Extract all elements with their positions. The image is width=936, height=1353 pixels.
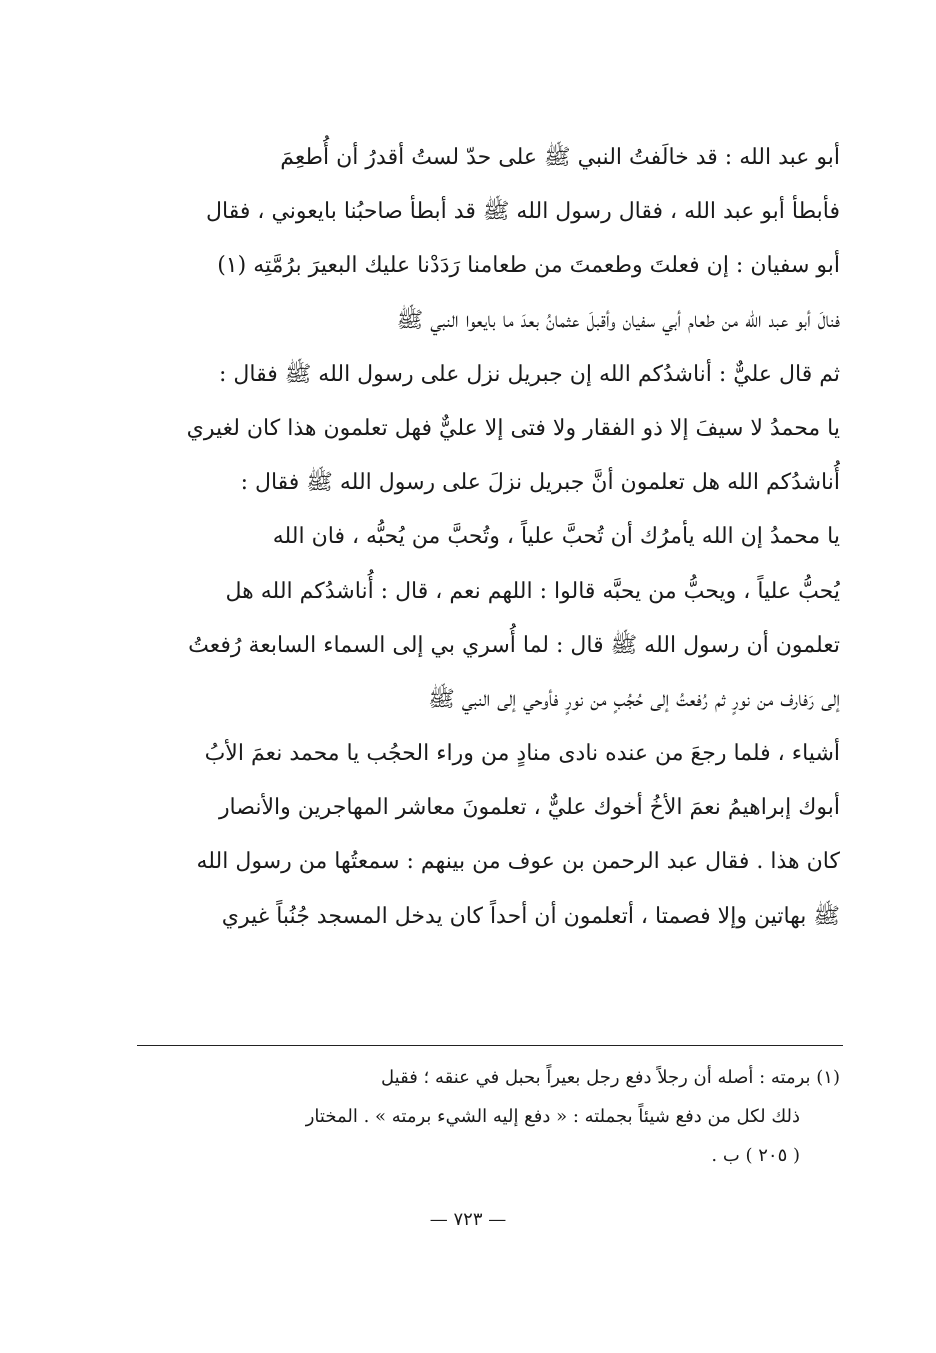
text-line: يا محمدُ لا سيفَ إلا ذو الفقار ولا فتى إلا عليٌّ فهل تعلمون هذا كان لغيري: [186, 415, 840, 441]
footnote: [120, 1058, 840, 1175]
footnote-line: ( ٢٠٥ ) ب .: [711, 1145, 800, 1166]
text-line: ﷺ بهاتين وإلا فصمتا ، أتعلمون أن أحداً كان يدخل المسجد جُنُباً غيري: [221, 903, 840, 929]
text-line: أبو عبد الله : قد خالَفتُ النبي ﷺ على حدّ لستُ أقدرُ أن أُطعِمَ: [280, 145, 840, 170]
main-text: [120, 131, 840, 944]
text-line: تعلمون أن رسول الله ﷺ قال : لما أُسري بي إلى السماء السابعة رُفعتُ: [188, 632, 840, 658]
page-number: — ٧٢٣ —: [429, 1209, 507, 1230]
text-line: فنالَ أبو عبد الله من طعام أبي سفيان وأقبلَ عثمانُ بعدَ ما بايعوا النبي ﷺ: [396, 307, 840, 333]
text-line: كان هذا . فقال عبد الرحمن بن عوف من بينهم : سمعتُها من رسول الله: [196, 849, 840, 875]
footnote-line: ذلك لكل من دفع شيئاً بجملته : « دفع إليه الشيء برمته » . المختار: [305, 1106, 800, 1127]
text-line: يُحبُّ علياً ، ويحبُّ من يحبَّه قالوا : اللهم نعم ، قال : أُناشدُكم الله هل: [225, 578, 840, 604]
text-line: أُناشدُكم الله هل تعلمون أنَّ جبريل نزلَ على رسول الله ﷺ فقال :: [240, 470, 840, 496]
text-line: فأبطأ أبو عبد الله ، فقال رسول الله ﷺ قد أبطأ صاحبُنا بايعوني ، فقال: [206, 199, 840, 225]
text-line: إلى رَفارف من نورٍ ثم رُفعتُ إلى حُجُبٍ من نورٍ فأوحي إلى النبي ﷺ: [428, 686, 840, 712]
footnote-line: (١) برمته : أصله أن رجلاً دفع رجل بعيراً بحبل في عنقه ؛ فقيل: [381, 1067, 840, 1088]
text-line: أبو سفيان : إن فعلتَ وطعمتَ من طعامنا رَدَدْنا عليك البعيرَ برُمَّتِه (١): [217, 253, 840, 279]
text-line: يا محمدُ إن الله يأمرُك أن تُحبَّ علياً ، وتُحبَّ من يُحبُّه ، فان الله: [272, 524, 840, 550]
footnote-divider: [137, 1045, 843, 1046]
text-line: أبوك إبراهيمُ نعمَ الأخُ أخوك عليٌّ ، تعلمونَ معاشر المهاجرين والأنصار: [218, 795, 840, 821]
text-line: أشياء ، فلما رجعَ من عنده نادى منادٍ من وراء الحجُب يا محمد نعمَ الأبُ: [204, 741, 840, 767]
text-line: ثم قال عليٌّ : أناشدُكم الله إن جبريل نزل على رسول الله ﷺ فقال :: [218, 361, 840, 387]
